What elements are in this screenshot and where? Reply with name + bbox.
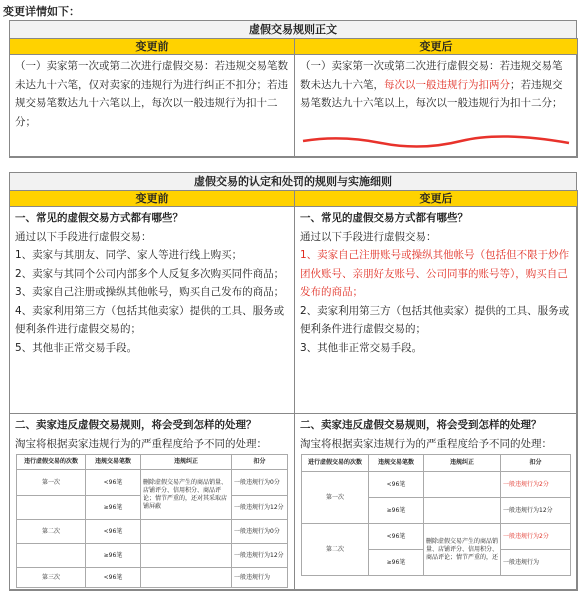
- mini-after-th-2: 违规纠正: [424, 455, 501, 472]
- mini-before-cell: ≥96笔: [86, 496, 141, 520]
- mini-after-cell: <96笔: [369, 472, 424, 498]
- mini-after-th-0: 进行虚假交易的次数: [302, 455, 369, 472]
- after-text-part3: ；若违规交易笔数达九十六笔以上，每次以一般违规行为扣十二分；: [300, 78, 563, 109]
- section2-after-header: 变更后: [294, 190, 578, 207]
- section1-after-text: [294, 54, 578, 158]
- before-q2-heading: 二、卖家违反虚假交易规则，将会受到怎样的处理？: [15, 419, 257, 431]
- section2-before-header: 变更前: [9, 190, 295, 207]
- mini-after-cell: <96笔: [369, 524, 424, 550]
- after-text-highlight: 每次以一般违规行为扣两分: [384, 78, 510, 91]
- mini-before-cell: 一般违规行为0分: [232, 470, 288, 496]
- mini-before-cell: 删除虚假交易产生的商品销量、店铺评分、信用积分、商品评论；情节严重的，还对其采取店铺屏蔽: [141, 470, 232, 520]
- mini-after-cell: ≥96笔: [369, 550, 424, 576]
- mini-before-cell: <96笔: [86, 568, 141, 588]
- mini-before-cell: 一般违规行为: [232, 568, 288, 588]
- section2-before-cell: [9, 206, 295, 414]
- mini-after-cell: 一般违规行为: [501, 550, 571, 576]
- mini-before-cell: [17, 544, 86, 568]
- red-underline-scribble: [301, 131, 571, 153]
- mini-before-cell: 一般违规行为0分: [232, 520, 288, 544]
- mini-after-cell: 一般违规行为12分: [501, 498, 571, 524]
- mini-before-cell: [141, 568, 232, 588]
- mini-before-cell: [141, 544, 232, 568]
- mini-before-cell: 一般违规行为12分: [232, 544, 288, 568]
- mini-after-cell: 删除虚假交易产生的商品销量、店铺评分、信用积分、商品评论；情节严重的，还: [424, 524, 501, 576]
- mini-after-cell: 第一次: [302, 472, 369, 524]
- section1-before-header: 变更前: [9, 38, 295, 55]
- mini-before-cell: <96笔: [86, 470, 141, 496]
- mini-before-cell: 第一次: [17, 470, 86, 496]
- mini-before-cell: [17, 496, 86, 520]
- penalty-table-after: [301, 454, 571, 576]
- mini-after-th-1: 违规交易笔数: [369, 455, 424, 472]
- before-line-2: 2、卖家与其同个公司内部多个人反复多次购买同件商品；: [15, 267, 285, 280]
- mini-before-cell: 第三次: [17, 568, 86, 588]
- mini-before-th-0: 违行虚假交易的次数: [17, 455, 86, 470]
- after-red-line: 1、卖家自己注册账号或操纵其他帐号（包括但不限于炒作团伙账号、亲朋好友账号、公司同事的账号等），购买自己发布的商品；: [300, 249, 570, 298]
- after-q2-heading: 二、卖家违反虚假交易规则，将会受到怎样的处理？: [300, 419, 542, 431]
- section2-after-cell: [294, 206, 578, 414]
- mini-before-th-1: 违规交易笔数: [86, 455, 141, 470]
- mini-before-cell: 第二次: [17, 520, 86, 544]
- mini-before-th-3: 扣分: [232, 455, 288, 470]
- mini-before-cell: ≥96笔: [86, 544, 141, 568]
- after-text-part1: （一）卖家第一次或第二次进行虚假交易：若违规交易笔数未达九十六笔，: [300, 60, 563, 91]
- section1-title: 虚假交易规则正文: [10, 21, 576, 39]
- mini-after-cell: ≥96笔: [369, 498, 424, 524]
- after-line-2: 3、其他非正常交易手段。: [300, 341, 423, 354]
- section1-before-text: （一）卖家第一次或第二次进行虚假交易：若违规交易笔数未达九十六笔，仅对卖家的违规行为进行纠正不扣分；若违规交易笔数达九十六笔以上，每次以一般违规行为扣十二分；: [9, 54, 295, 158]
- mini-before-th-2: 违规纠正: [141, 455, 232, 470]
- mini-after-cell: [424, 498, 501, 524]
- before-line-1: 1、卖家与其朋友、同学、家人等进行线上购买；: [15, 249, 243, 261]
- mini-after-cell: [424, 472, 501, 498]
- before-line-3: 3、卖家自己注册或操纵其他帐号，购买自己发布的商品；: [15, 286, 285, 298]
- mini-after-cell: 一般违规行为2分: [501, 524, 571, 550]
- mini-after-cell: 一般违规行为2分: [501, 472, 571, 498]
- mini-before-cell: 一般违规行为12分: [232, 496, 288, 520]
- before-line-4: 4、卖家利用第三方（包括其他卖家）提供的工具、服务或便利条件进行虚假交易的；: [15, 304, 285, 335]
- intro-text: 变更详情如下：: [3, 5, 80, 18]
- before-q2-sub: 淘宝将根据卖家违规行为的严重程度给予不同的处理：: [15, 437, 267, 450]
- mini-before-cell: [141, 520, 232, 544]
- section2-table: [9, 172, 577, 590]
- penalty-table-before: [16, 454, 288, 588]
- mini-before-cell: <96笔: [86, 520, 141, 544]
- section1-table: [9, 20, 577, 157]
- before-line-5: 5、其他非正常交易手段。: [15, 341, 138, 354]
- section2-title: 虚假交易的认定和处罚的规则与实施细则: [10, 173, 576, 191]
- before-heading: 一、常见的虚假交易方式都有哪些？: [15, 212, 183, 224]
- mini-after-th-3: 扣分: [501, 455, 571, 472]
- after-heading: 一、常见的虚假交易方式都有哪些？: [300, 212, 468, 224]
- after-q2-sub: 淘宝将根据卖家违规行为的严重程度给予不同的处理：: [300, 437, 552, 450]
- mini-after-cell: 第二次: [302, 524, 369, 576]
- after-line-0: 通过以下手段进行虚假交易：: [300, 230, 437, 243]
- after-line-1: 2、卖家利用第三方（包括其他卖家）提供的工具、服务或便利条件进行虚假交易的；: [300, 304, 570, 335]
- section1-after-header: 变更后: [294, 38, 578, 55]
- before-line-0: 通过以下手段进行虚假交易：: [15, 230, 152, 243]
